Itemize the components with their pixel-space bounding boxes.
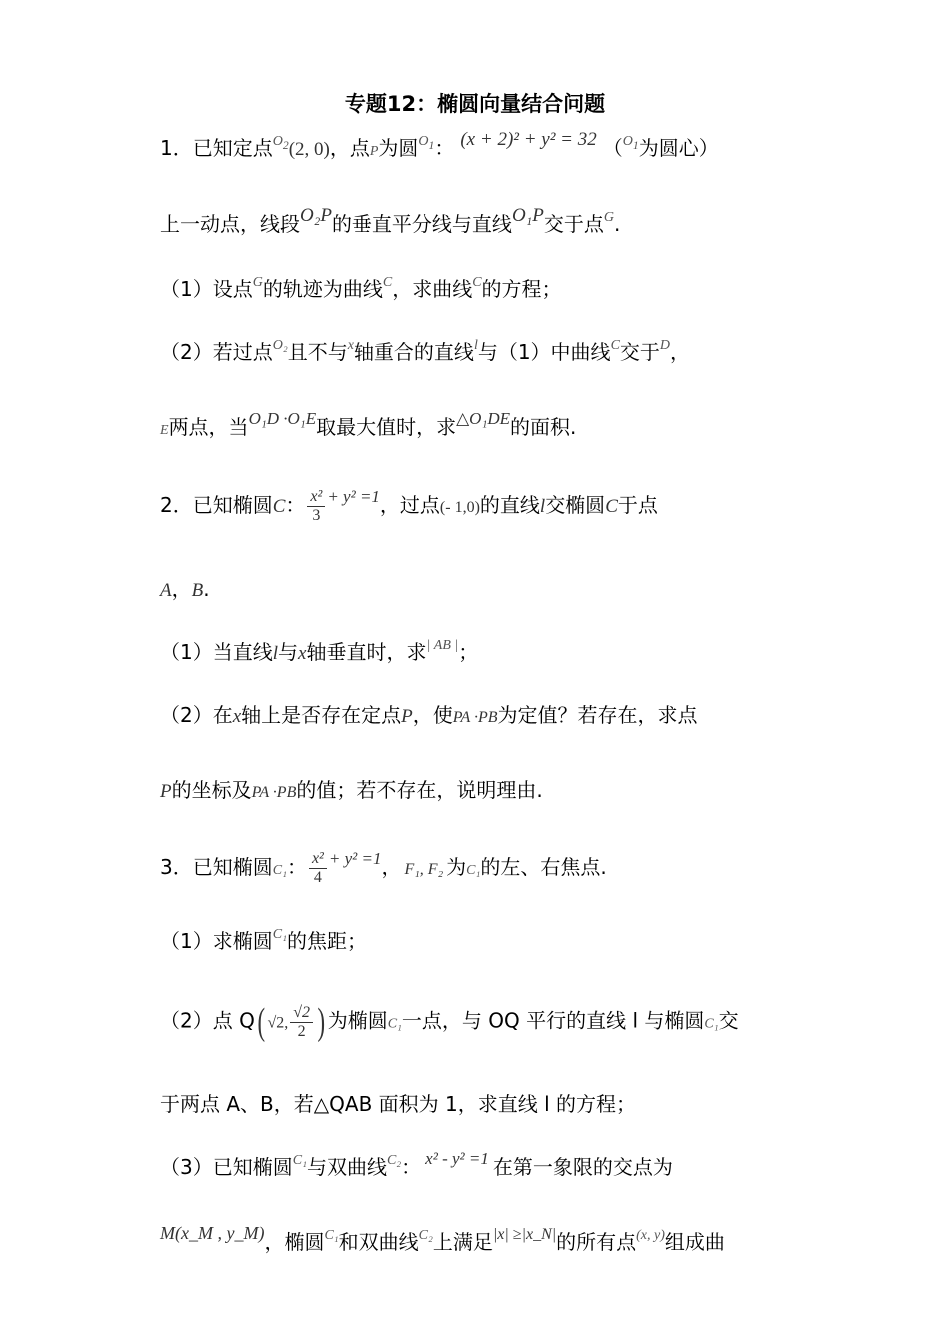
math-sqrt-fraction: $\frac{√2}{2}$ [290,1004,313,1041]
math-hyperbola: x² - y² =1 [425,1149,489,1168]
math-O1: O1 [418,134,435,152]
math-circle-eq: (x + 2)² + y² = 32 [460,129,597,150]
math-abs-AB: | AB | [426,638,459,653]
p2-question2: （2）在x轴上是否存在定点P，使PA ·PB为定值？若存在，求点 [160,703,698,727]
math-point: (2, 0) [288,139,330,160]
p1-question1: （1）设点$^G$的轨迹为曲线$^C$，求曲线$^C$的方程； [160,275,562,301]
p3-question3-cont: M(x_M , y_M)，椭圆$^{C_1}$和双曲线$^{C_2}$上满足$^{|x| \ge|x\_N|}$的所有点$^{(x, y)}$组成曲 [160,1223,725,1254]
p1-question2-cont: E两点，当$^{O_1D \cdot O_1E}$取最大值时，求$^{\triangle O_1DE}$的面积. [160,409,577,439]
math-triangle: △O₁DE [456,409,511,428]
math-seg-O2P: O₂P [300,205,332,226]
p2-question1: （1）当直线l与x轴垂直时，求$^{| AB |}$； [160,638,479,664]
math-G: G [603,210,614,225]
p3-question2-cont: 于两点 A、B，若△QAB 面积为 1，求直线 l 的方程； [160,1092,636,1116]
p2-line2: A，B. [160,577,210,601]
math-P: P [369,144,379,159]
math-seg-O1P: O₁P [511,205,544,226]
p3-question1: （1）求椭圆$^{C_1}$的焦距； [160,927,367,953]
p1-question2: （2）若过点$^{O_2}$且不与$^x$轴重合的直线$^l$与（1）中曲线$^C$交于$^D$， [160,338,691,364]
math-dot-product: O₁D ·O₁E [248,409,317,428]
math-O1-center: O1 [622,134,639,152]
math-sqrt: √2, [267,1014,289,1032]
p3-question2: （2）点 Q( √2, $\frac{√2}{2}$ ) 为椭圆C₁一点，与 OQ 平行的直线 l 与椭圆C₁交 [160,1001,739,1043]
math-ellipse-fraction: $\frac{\text{x²}}{3}$ [307,488,325,525]
p1-line2: 上一动点，线段O₂P的垂直平分线与直线O₁P交于点$^G$. [160,205,621,236]
p3-question3: （3）已知椭圆$^{C_1}$与双曲线$^{C_2}$： $^{x^2 - y^2 =1}$ 在第一象限的交点为 [160,1149,673,1179]
p1-line1: 1．已知定点$^{O_2}$(2, 0)，点P为圆$^{O_1}$： (x + 2)² + y² = 32 （$^{O_1}$为圆心） [160,129,719,160]
p2-line1: 2．已知椭圆C： $\frac{\text{x²}}{3}$ $^{+ y^2 =1}$，过点(- 1,0)的直线l交椭圆C于点 [160,487,658,524]
p2-question2-cont: P的坐标及PA ·PB的值；若不存在，说明理由. [160,778,543,802]
math-ellipse-fraction: $\frac{\text{x²}}{4}$ [309,850,327,887]
math-O2: O2 [272,134,289,152]
p3-line1: 3．已知椭圆C₁： $\frac{\text{x²}}{4}$ $^{+ y^2 =1}$， F₁, F₂ 为C₁的左、右焦点. [160,849,607,886]
page-title: 专题12：椭圆向量结合问题 [344,92,606,116]
